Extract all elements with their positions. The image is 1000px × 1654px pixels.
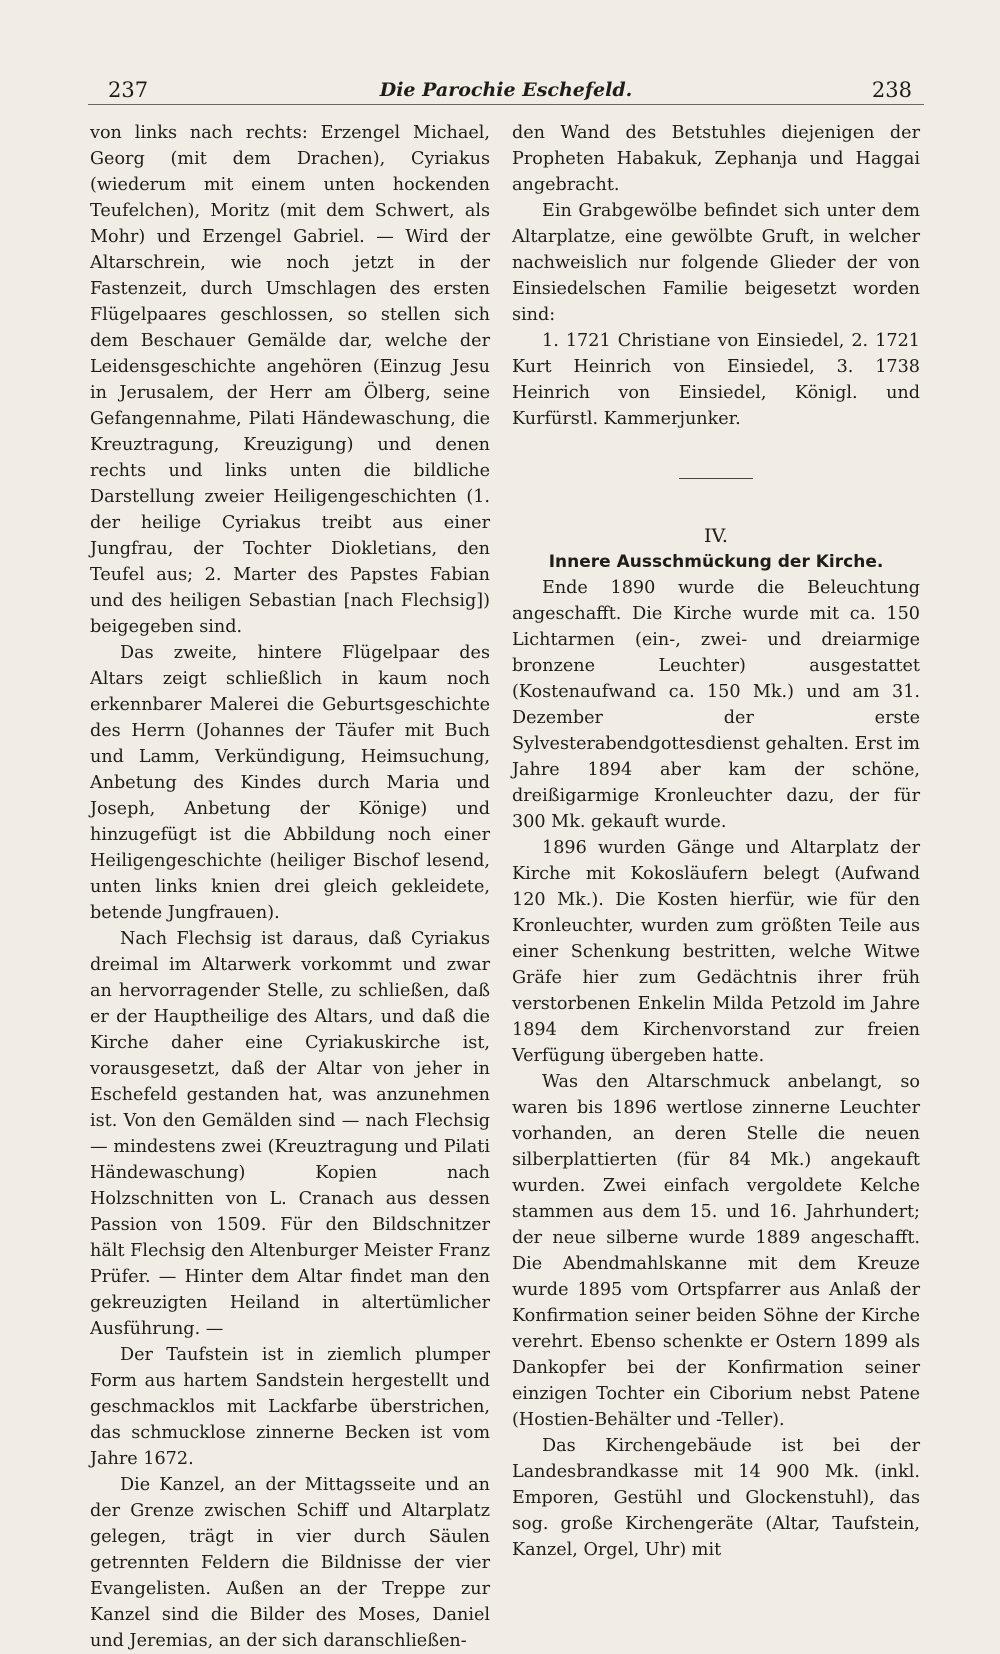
paragraph: Das Kirchengebäude ist bei der Landesbrandkasse mit 14 900 Mk. (inkl. Emporen, Gestühl und Glockenstuhl), das sog. große Kirchengeräte (Altar, Taufstein, Kanzel, Orgel, Uhr) mit [512, 1436, 920, 1560]
paragraph: Was den Altarschmuck anbelangt, so waren bis 1896 wertlose zinnerne Leuchter vorhanden, an deren Stelle die neuen silberplattierten (für 84 Mk.) angekauft wurden. Zwei einfach vergoldete Kelche stammen aus dem 15. und 16. Jahrhundert; der neue silberne wurde 1889 angeschafft. Die Abendmahlskanne mit dem Kreuze wurde 1895 vom Ortspfarrer aus Anlaß der Konfirmation seiner beiden Söhne der Kirche verehrt. Ebenso schenkte er Ostern 1899 als Dankopfer bei der Konfirmation seiner einzigen Tochter ein Ciborium nebst Patene (Hostien-Behälter und -Teller). [512, 1072, 920, 1430]
paragraph: Ende 1890 wurde die Beleuchtung angeschafft. Die Kirche wurde mit ca. 150 Lichtarmen (ein-, zwei- und dreiarmige bronzene Leuchter) ausgestattet (Kostenaufwand ca. 150 Mk.) und am 31. Dezember der erste Sylvesterabendgottesdienst gehalten. Erst im Jahre 1894 aber kam der schöne, dreißigarmige Kronleuchter dazu, der für 300 Mk. gekauft wurde. [512, 578, 920, 832]
paragraph: 1. 1721 Christiane von Einsiedel, 2. 1721 Kurt Heinrich von Einsiedel, 3. 1738 Heinrich von Einsiedel, Königl. und Kurfürstl. Kammerjunker. [512, 331, 920, 429]
paragraph: Ein Grabgewölbe befindet sich unter dem Altarplatze, eine gewölbte Gruft, in welcher nachweislich nur folgende Glieder der von Einsiedelschen Familie beigesetzt worden sind: [512, 201, 920, 325]
paragraph: 1896 wurden Gänge und Altarplatz der Kirche mit Kokosläufern belegt (Aufwand 120 Mk.). Die Kosten hierfür, wie für den Kronleuchter, wurden zum größten Teile aus einer Schenkung bestritten, welche Witwe Gräfe hier zum Gedächtnis ihrer früh verstorbenen Enkelin Milda Petzold im Jahre 1894 dem Kirchenvorstand zur freien Verfügung übergeben hatte. [512, 838, 920, 1066]
section-title: Innere Ausschmückung der Kirche. [548, 552, 884, 572]
paragraph: von links nach rechts: Erzengel Michael, Georg (mit dem Drachen), Cyriakus (wiederum mit einem unten hockenden Teufelchen), Moritz (mit dem Schwert, als Mohr) und Erzengel Gabriel. — Wird der Altarschrein, wie noch jetzt in der Fastenzeit, durch Umschlagen des ersten Flügelpaares geschlossen, so stellen sich dem Beschauer Gemälde dar, welche der Leidensgeschichte angehören (Einzug Jesu in Jerusalem, der Herr am Ölberg, seine Gefangennahme, Pilati Händewaschung, die Kreuztragung, Kreuzigung) und denen rechts und links unten die bildliche Darstellung zweier Heiligengeschichten (1. der heilige Cyriakus treibt aus einer Jungfrau, der Tochter Diokletians, den Teufel aus; 2. Marter des Papstes Fabian und des heiligen Sebastian [nach Flechsig]) beigegeben sind. [90, 123, 490, 637]
page-number-right: 238 [871, 78, 912, 102]
section-divider [679, 478, 753, 479]
paragraph: Das zweite, hintere Flügelpaar des Altars zeigt schließlich in kaum noch erkennbarer Malerei die Geburtsgeschichte des Herrn (Johannes der Täufer mit Buch und Lamm, Verkündigung, Heimsuchung, Anbetung des Kindes durch Maria und Joseph, Anbetung der Könige) und hinzugefügt ist die Abbildung noch einer Heiligengeschichte (heiliger Bischof lesend, unten links knien drei gleich gekleidete, betende Jungfrauen). [90, 643, 490, 923]
paragraph: Der Taufstein ist in ziemlich plumper Form aus hartem Sandstein hergestellt und geschmacklos mit Lackfarbe überstrichen, das schmucklose zinnerne Becken ist vom Jahre 1672. [90, 1345, 490, 1469]
right-column [512, 120, 920, 1563]
page-number-left: 237 [108, 78, 149, 102]
running-title: Die Parochie Eschefeld. [379, 79, 633, 101]
left-column [90, 120, 490, 1654]
paragraph: Nach Flechsig ist daraus, daß Cyriakus dreimal im Altarwerk vorkommt und zwar an hervorragender Stelle, zu schließen, daß er der Hauptheilige des Altars, und daß die Kirche daher eine Cyriakuskirche ist, vorausgesetzt, daß der Altar von jeher in Eschefeld gestanden hat, was anzunehmen ist. Von den Gemälden sind — nach Flechsig — mindestens zwei (Kreuztragung und Pilati Händewaschung) Kopien nach Holzschnitten von L. Cranach aus dessen Passion von 1509. Für den Bildschnitzer hält Flechsig den Altenburger Meister Franz Prüfer. — Hinter dem Altar findet man den gekreuzigten Heiland in altertümlicher Ausführung. — [90, 929, 490, 1339]
paragraph: den Wand des Betstuhles diejenigen der Propheten Habakuk, Zephanja und Haggai angebracht. [512, 123, 920, 195]
paragraph: Die Kanzel, an der Mittagsseite und an der Grenze zwischen Schiff und Altarplatz gelegen, trägt in vier durch Säulen getrennten Feldern die Bildnisse der vier Evangelisten. Außen an der Treppe zur Kanzel sind die Bilder des Moses, Daniel und Jeremias, an der sich daranschließen- [90, 1475, 490, 1651]
running-header [88, 74, 924, 105]
section-number: IV. [704, 525, 728, 547]
